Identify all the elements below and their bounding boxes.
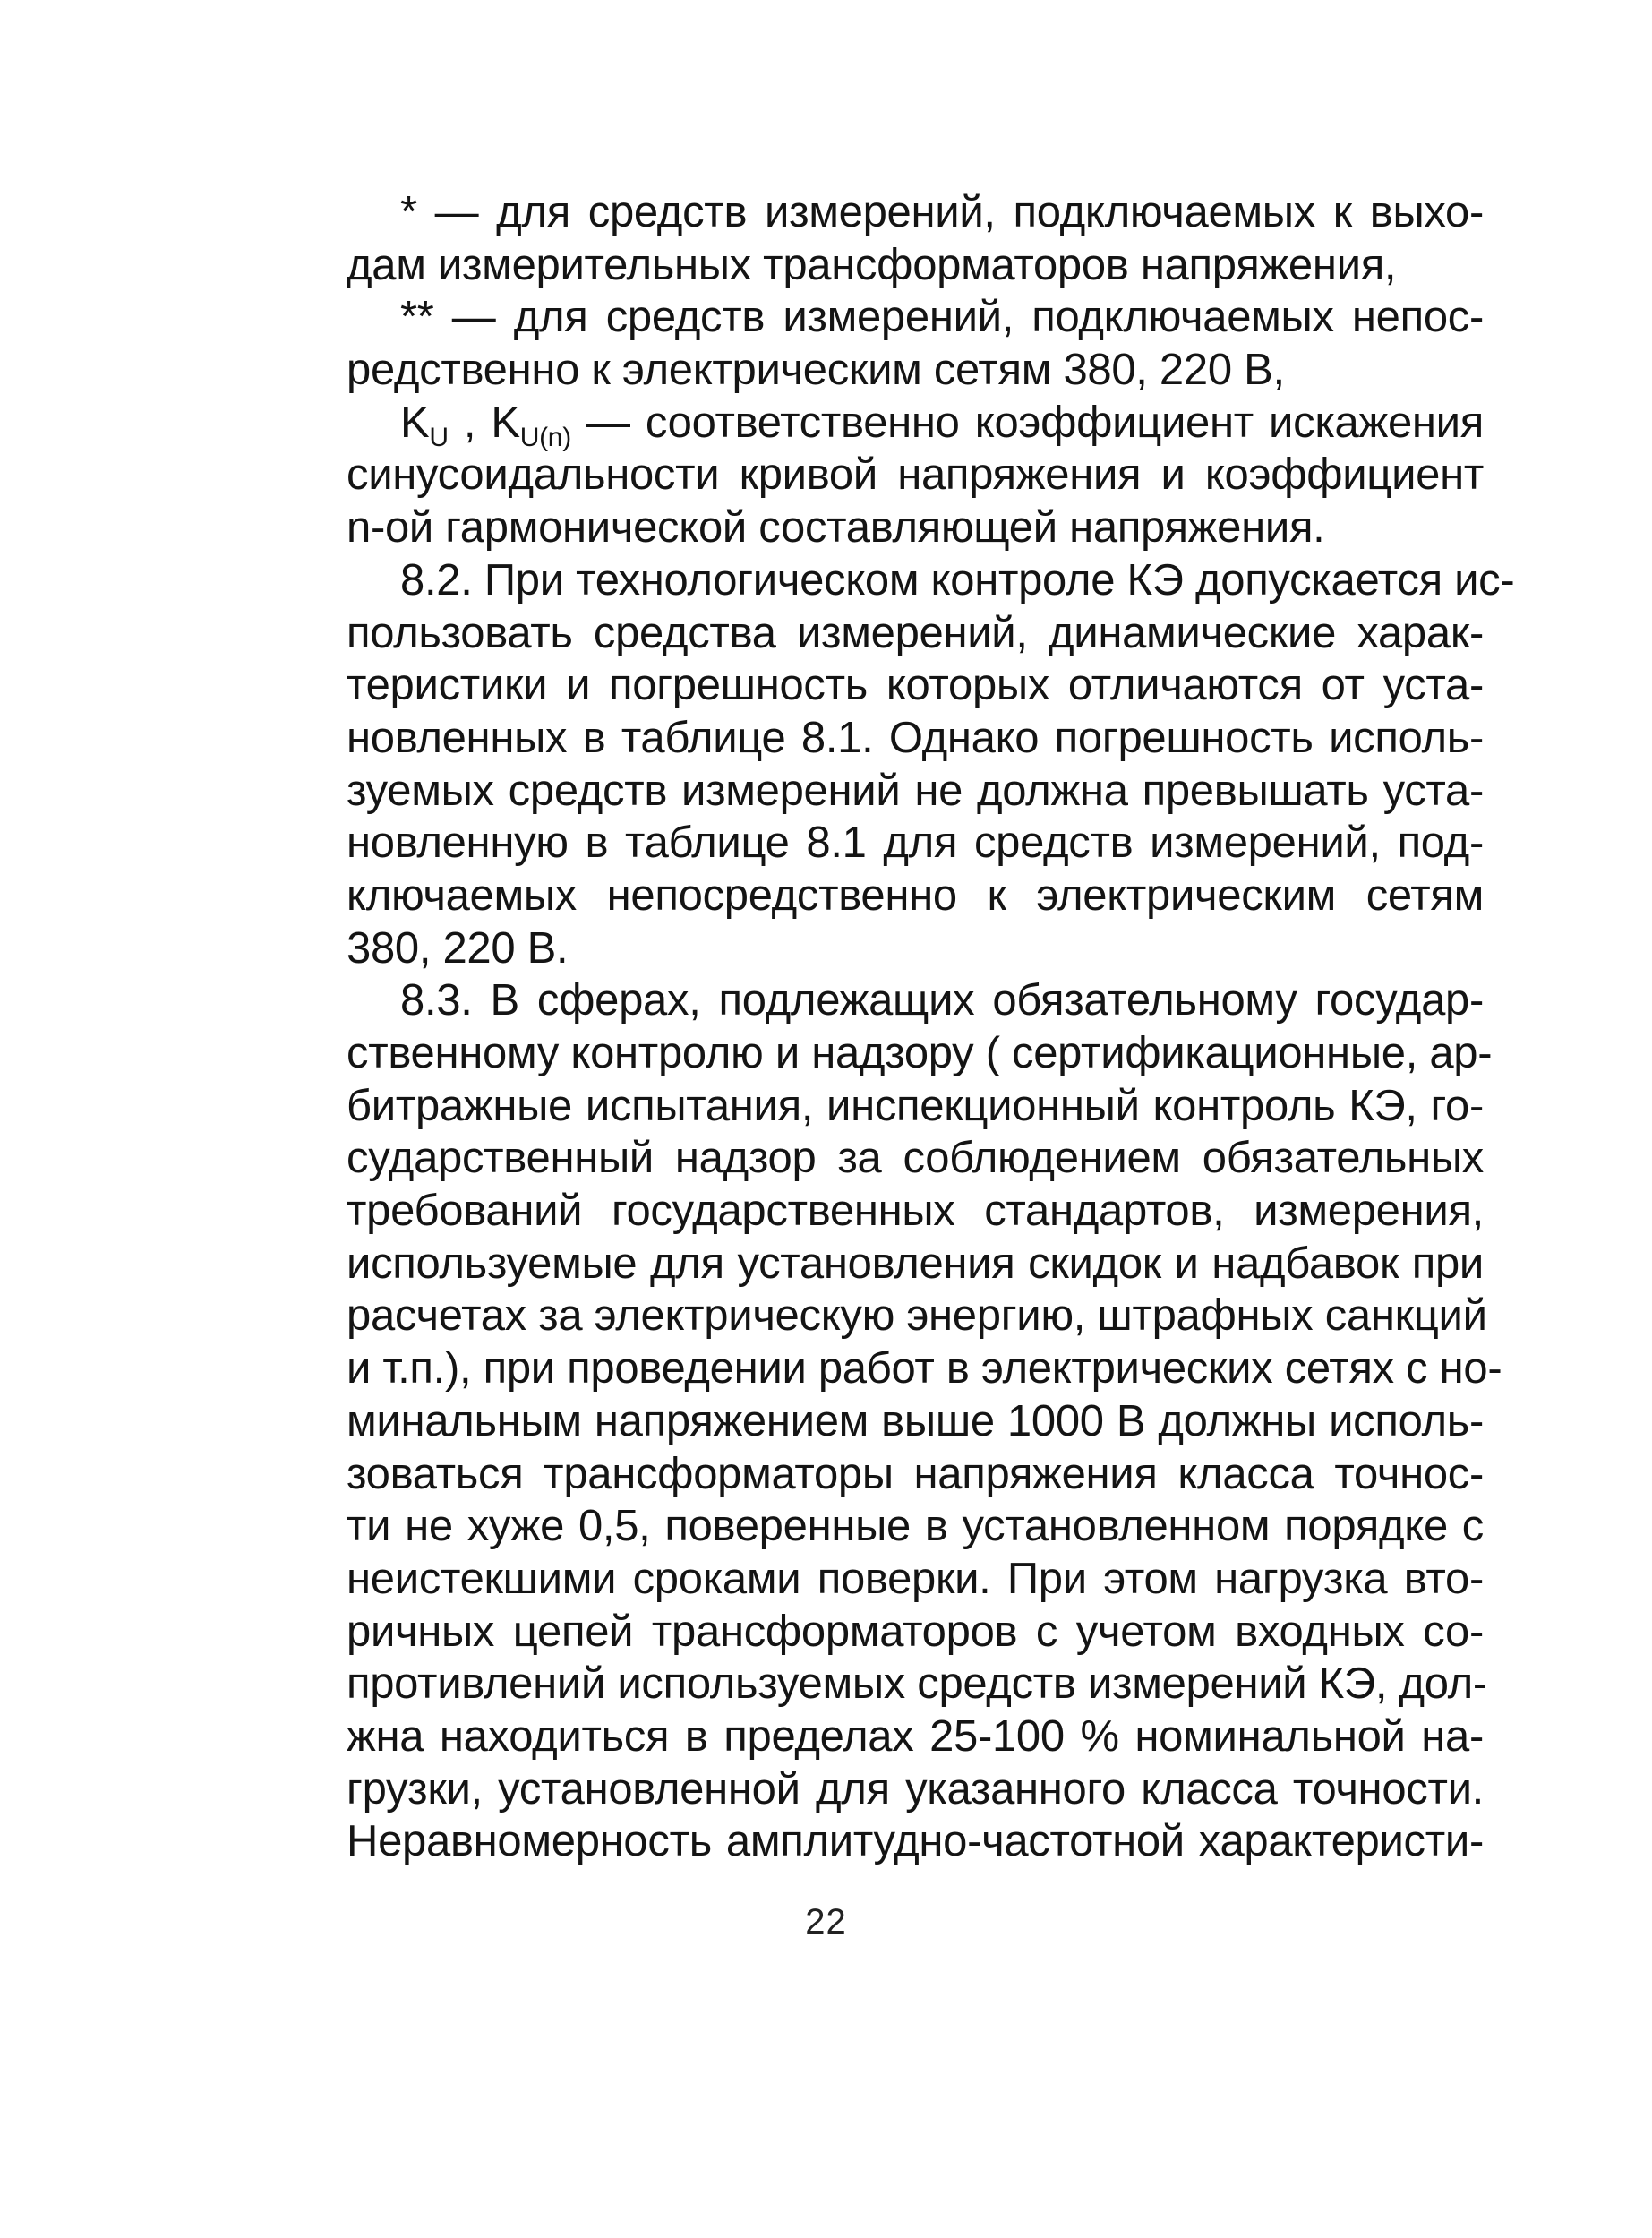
text-line: расчетах за электрическую энергию, штрафных санкций: [347, 1291, 1487, 1341]
symbol-k: K: [491, 398, 520, 447]
text-line: дам измерительных трансформаторов напряжения,: [347, 240, 1397, 289]
text-line: неистекшими сроками поверки. При этом нагрузка вто-: [347, 1554, 1484, 1603]
symbol-k: K: [400, 398, 430, 447]
text-line: редственно к электрическим сетям 380, 220 В,: [347, 346, 1285, 395]
text-line: синусоидальности кривой напряжения и коэффициент: [347, 450, 1484, 500]
text-line: требований государственных стандартов, измерения,: [347, 1187, 1484, 1236]
symbol-subscript: U(n): [519, 422, 571, 452]
text-line: зоваться трансформаторы напряжения класса точнос-: [347, 1449, 1484, 1498]
text-line: и т.п.), при проведении работ в электрических сетях с но-: [347, 1344, 1502, 1393]
page-number: 22: [805, 1902, 847, 1942]
text-line: 8.2. При технологическом контроле КЭ допускается ис-: [400, 555, 1515, 605]
text-line: ти не хуже 0,5, поверенные в установленном порядке с: [347, 1502, 1484, 1551]
text-line: грузки, установленной для указанного класса точности.: [347, 1764, 1484, 1814]
symbol-description: — соответственно коэффициент искажения: [570, 398, 1484, 447]
text-line: новленную в таблице 8.1 для средств измерений, под-: [347, 819, 1484, 868]
symbol-separator: ,: [448, 398, 492, 447]
text-line: пользовать средства измерений, динамические харак-: [347, 608, 1484, 657]
text-line: ** — для средств измерений, подключаемых непос-: [400, 293, 1484, 342]
text-line: жна находиться в пределах 25-100 % номинальной на-: [347, 1711, 1484, 1761]
text-line: 8.3. В сферах, подлежащих обязательному государ-: [400, 976, 1484, 1025]
text-line: сударственный надзор за соблюдением обязательных: [347, 1134, 1484, 1183]
text-line: используемые для установления скидок и надбавок при: [347, 1239, 1484, 1288]
text-line: зуемых средств измерений не должна превышать уста-: [347, 766, 1484, 815]
text-line: теристики и погрешность которых отличаются от уста-: [347, 661, 1484, 710]
text-line: ричных цепей трансформаторов с учетом входных со-: [347, 1607, 1484, 1656]
text-line: минальным напряжением выше 1000 В должны исполь-: [347, 1396, 1484, 1445]
symbol-subscript: U: [429, 422, 449, 452]
text-line: ключаемых непосредственно к электрическим сетям: [347, 870, 1484, 920]
text-line: ственному контролю и надзору ( сертификационные, ар-: [347, 1029, 1493, 1077]
text-line: Неравномерность амплитудно-частотной характеристи-: [347, 1817, 1484, 1866]
symbol-definition-line: [347, 397, 1484, 450]
text-line: новленных в таблице 8.1. Однако погрешность исполь-: [347, 713, 1484, 762]
body-text: [347, 186, 1515, 1868]
text-line: n-ой гармонической составляющей напряжения.: [347, 503, 1325, 553]
text-line: 380, 220 В.: [347, 923, 569, 973]
text-line: * — для средств измерений, подключаемых к выхо-: [400, 188, 1484, 236]
text-line: битражные испытания, инспекционный контроль КЭ, го-: [347, 1081, 1484, 1130]
text-line: противлений используемых средств измерений КЭ, дол-: [347, 1659, 1487, 1709]
